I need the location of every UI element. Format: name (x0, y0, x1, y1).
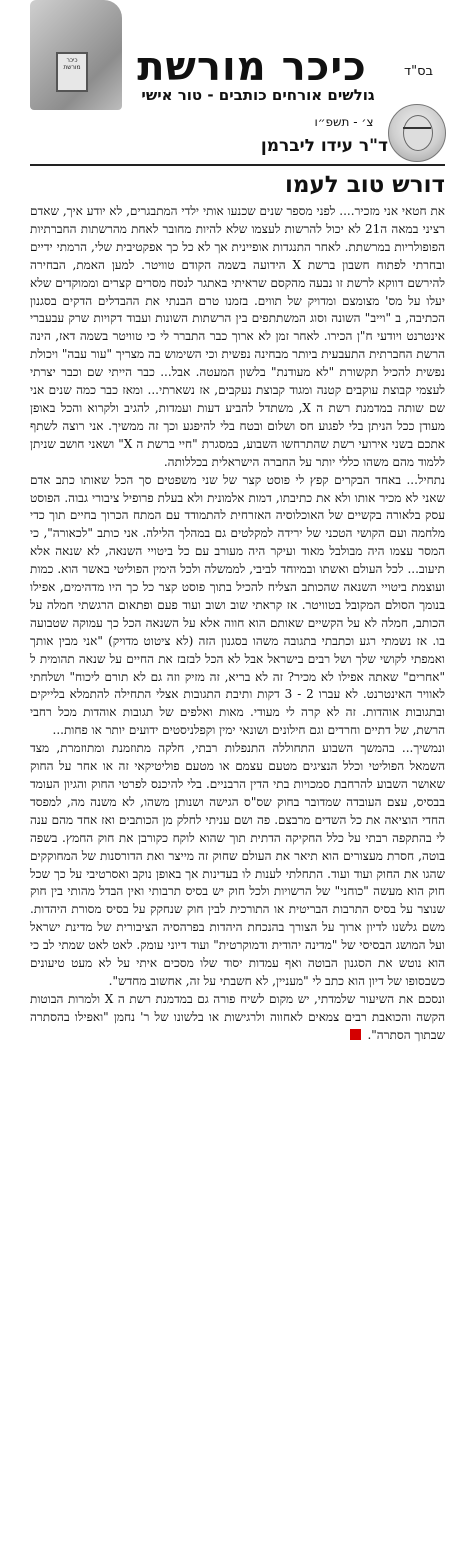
column-title: כיכר מורשת (137, 44, 367, 90)
article-paragraph: נתחיל... באחד הבקרים קפץ לי פוסט קצר של שני משפטים סך הכל שאותו כתב אדם שאני לא מכיר אותו ולא את כתיבתו, דמות אלמונית ולא בעלת פרופיל ציבורי גבוה. הפוסט עסק בלאורה בקשיים של האוכלוסיה האזרחית להתמודד עם המתח הכרוך בחיים תוך כדי מלחמה ועם הקושי הטכני של ירידה למקלטים גם במהלך הלילה. אני כותב "לכאורה", כי המסר עצמו היה מבולבל מאוד ועיקר היה מעורב עם כל ביטויי השנאה, לא שנאה אלא תיעוב... לכל העולם ואשתו ובמיוחד לביבי, לממשלה ולכל הימין הפוליטי באשר הוא. כמות ועוצמת ביטויי השנאה שהכותב הצליח להכיל בתוך פוסט קצר כל כך היו מדהימים, אפילו בנומך הסולם המקובל בטוויטר. אז קראתי שוב ושוב ועוד פעם ופתאום הרגשתי חמלה על הכותב, חמלה לא על הקשיים שאותם הוא חווה אלא על השנאה הכל כך עמוקה שטבועה בו. אז נשמתי רגע וכתבתי בתגובה משהו בסגנון הזה (לא ציטוט מדויק) "אני מבין אותך ואמפתי לקושי שלך ושל רבים בישראל אבל לא הכל לבזבז את החיים על שנאה תהומית ל "אחרים" שאתה אפילו לא מכיר? זה לא בריא, זה מזיק וזה גם לא תורם ליכוח" ושלחתי לאוויר האינטרנט. לא עברו 2 - 3 דקות ותיבת התגובות אצלי התחילה להתמלא בלייקים ובתגובות אוהדות. זה לא קרה לי מעודי. מאות ואלפים של תגובות אוהדות מכל רחבי הרשת, של דתיים וחרדים וגם חילונים ושונאי ימין וקפלניסטים ידועים יותר או פחות... (30, 472, 445, 738)
article-body (30, 203, 445, 1045)
bsd-label: בס"ד (404, 64, 434, 79)
divider (30, 164, 445, 166)
monument-plaque (56, 52, 88, 92)
author-name: ד"ר עידו ליברמן (260, 136, 388, 156)
plaque-text: כיכר מורשת (63, 57, 81, 71)
masthead (0, 0, 475, 112)
article-paragraph: ונסכם את השיעור שלמדתי, יש מקום לשיח פורה גם במדמנת רשת ה X ולמרות הבוטות הקשה והכואבת רבים צמאים לאחווה ולרגישות או בלשונו של ר' נחמן "ואפילו בהסתרה שבתוך הסתרה". (30, 991, 445, 1045)
article-headline: דורש טוב לעמו (284, 172, 445, 198)
article-paragraph: ונמשיך... בהמשך השבוע התחוללה התנפלות רבתי, חלקה מתוזמנת ומתוזמרת, מצד השמאל הפוליטי וכלל הנציגים מטעם עצמם או מטעם פוליטיקאי זה או אחר על החוק שאושר השבוע להרחבת סמכויות בתי הדין הרבניים. בלי להיכנס לפרטי החוק והגיון העומד בבסיס, עצם העובדה שמדובר בחוק שס"ס הגישה ושנותן משהו, לא משנה מה, למפסד החדי הוציאה את כל השדים מרבצם. פה ושם עניתי לחלק מן הכותבים ואז אחד מהם ענה לי בהתקפה רבתי על כלל החקיקה הדתית תוך שהוא לוקח כקורבן את חוק החמץ. בשפה בוטה, חסרת מעצורים הוא תיאר את העולם שחוק זה מייצר ואת הדורסנות של המחוקקים שהגו את החוק ועוד ועוד. התחלתי לענות לו בעדינות אך באופן נוקב ואסרטיבי על כך שכל חוק הוא מעשה "כוחני" של הרשויות ולכל חוק יש בסיס תרבותי ואין הבדל מהותי בין חוק שנוצר על בסיס התרבות הבריטית או התורכית לבין חוק שנחקק על בסיס מסורת היהדות. משם גלשנו לדיון ארוך על הצורך בהנכחת היהדות בפרהסיה הציבורית של מדינת ישראל ועל המושג הבסיסי של "מדינה יהודית ודמוקרטית" ועוד דיוני עומק. לאט לאט שמתי לב כי הוא נוטש את הסגנון הבוטה ואף עמדות יסוד שלו מסכים איתי על לא מעט טיעונים כשבסופו של דיון הוא כתב לי "מעניין, לא חשבתי על זה, אחשוב מחדש". (30, 741, 445, 988)
column-subtitle: גולשים אורחים כותבים - טור אישי (141, 86, 375, 104)
issue-number: צ׳ - תשפ״ו (314, 115, 374, 129)
article-paragraph: את חטאי אני מזכיר.... לפני מספר שנים שכנעו אותי ילדי המתבגרים, לא יודע איך, שאדם רציני במאה ה21 לא יכול להרשות לעצמו שלא להיות מחובר לאחת מהרשתות החברתיות הפופולריות במרשתת. לאחר התנגדות אופיינית אך לא כל כך אפקטיבית שלי, הרמתי ידיים ובחרתי לפתוח חשבון ברשת X הידועה בשמה הקודם טוויטר. למען האמת, הבחירה להירשם דווקא לרשת זו נבעה מהקסם שראיתי באתגר לנסח מסרים קצרים וממוקדים שלא יעלו על מס' מצומצם ומדויק של תווים. בזמנו טרם הבנתי את ההבדלים הדקים בסגנון הכתיבה, ב "וייב" השונה וסוג המשתתפים בין הרשתות השונות ועבוד דקויות שרק עבעברי אינטרנט ויודעי ח"ן הכירו. לאחר זמן לא ארוך כבר התברר לי כי טוויטר בשמה דאז, הינה הרשת החברתית התעבעית ביותר מבחינה נפשית וכי השימוש בה מצריך "עור עבה" ויכולת נפשית להכיל תקשורת "לא מעודנת" בלשון המעטה. אבל... כבר הייתי שם וכבר יצרתי לעצמי קבוצת עוקבים קטנה ומגוד קבוצת נעקבים, אז נשארתי... ומאז כבר כמה שנים אני שם שותה במדמנת רשת ה X, משתדל להביע דעות ועמדות, להגיב ולקרוא והכל באופן מעודן ככל הניתן בלי לפגוע חס ושלום ובטח בלי להיפגע וכך זה ממשיך. אני רוצה לשתף אתכם בשני אירועי רשת שהתרחשו השבוע, במסגרת "חיי ברשת ה X" ושאני חושב שניתן ללמוד מהם משהו כללי יותר על החברה הישראלית בכללותה. (30, 204, 445, 469)
author-avatar (388, 104, 446, 162)
author-glasses (403, 127, 431, 135)
